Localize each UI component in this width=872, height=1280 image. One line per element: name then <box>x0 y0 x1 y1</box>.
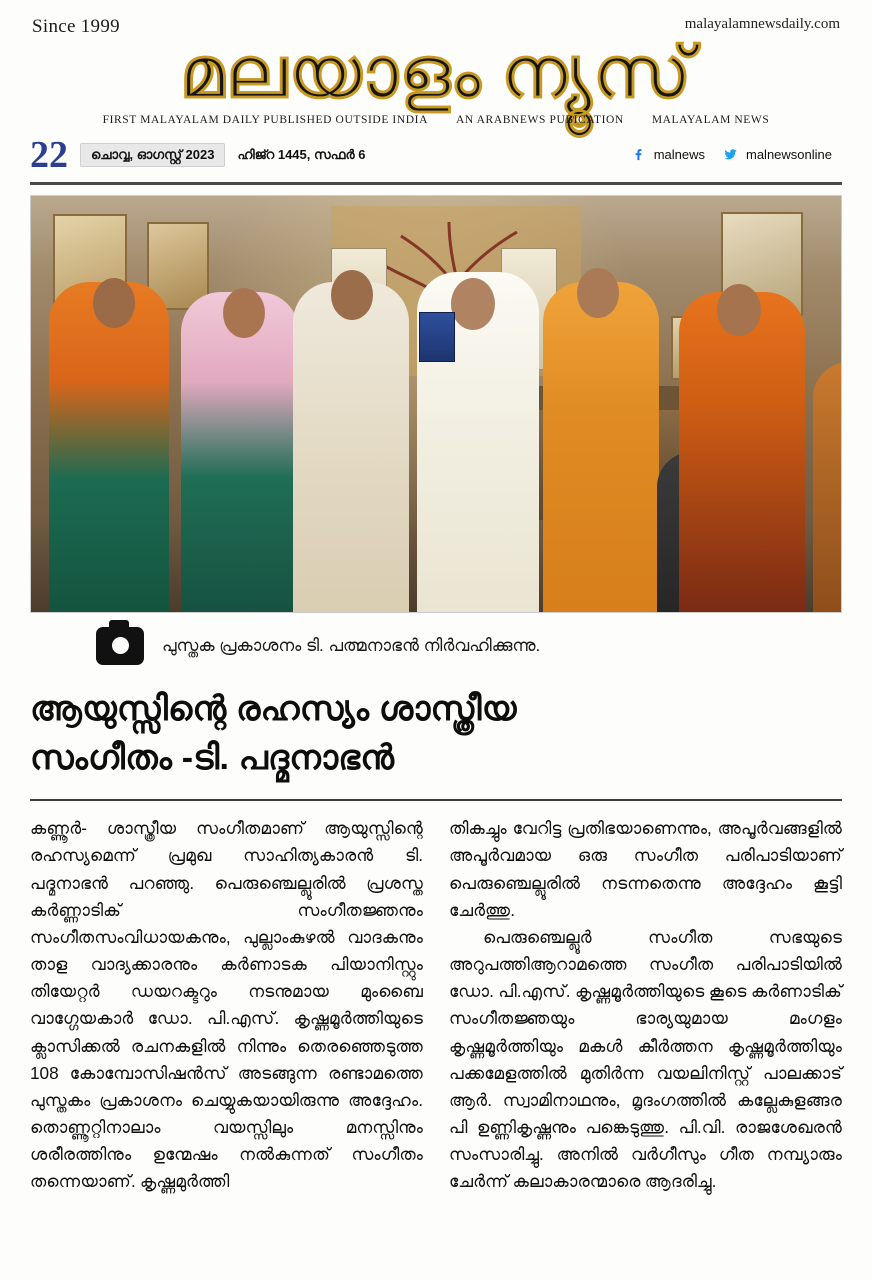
issue-date-label: ചൊവ്വ, ഓഗസ്റ്റ് 2023 <box>80 143 225 167</box>
person-2 <box>181 292 299 612</box>
website-url[interactable]: malayalamnewsdaily.com <box>684 16 840 32</box>
masthead-title: മലയാളം ന്യൂസ് <box>179 33 693 113</box>
facebook-handle[interactable]: malnews <box>653 147 705 163</box>
paragraph: കണ്ണൂർ- ശാസ്ത്രീയ സംഗീതമാണ് ആയുസ്സിന്റെ രഹസ്യമെന്ന് പ്രമുഖ സാഹിത്യകാരൻ ടി. പദ്മനാഭൻ പറഞ്ഞു. പെരുഞ്ചെല്ലൂരിൽ പ്രശസ്ത കർണ്ണാടിക് സംഗീതജ്ഞനും സംഗീതസംവിധായകനും, പുല്ലാംകുഴൽ വാദകനും താള വാദ്യക്കാരനും കർണാടക പിയാനിസ്റ്റും തിയേറ്റർ ഡയറക്ടറും നടനുമായ മുംബൈ വാഗ്ഗേയകാർ ഡോ. പി.എസ്. കൃഷ്ണമൂർത്തിയുടെ ക്ലാസിക്കൽ രചനകളിൽ നിന്നും തെരഞ്ഞെടുത്ത 108 കോമ്പോസിഷൻസ് അടങ്ങുന്ന രണ്ടാമത്തെ പുസ്തകം പ്രകാശനം ചെയ്യുകയായിരുന്നു അദ്ദേഹം. തൊണ്ണൂറ്റിനാലാം വയസ്സിലും മനസ്സിനും ശരീരത്തിനും ഉന്മേഷം നൽകുന്നത് സംഗീതം തന്നെയാണ്. കൃഷ്ണമുർത്തി <box>30 818 423 1192</box>
paragraph: പെരുഞ്ചെല്ലൂർ സംഗീത സഭയുടെ അറുപത്തിആറാമത്തെ സംഗീത പരിപാടിയിൽ ഡോ. പി.എസ്. കൃഷ്ണമൂർത്തിയുടെ കൂടെ കർണാടിക് സംഗീതജ്ഞയും ഭാര്യയുമായ മംഗളം കൃഷ്ണമൂർത്തിയും മകൾ കീർത്തന കൃഷ്ണമൂർത്തിയും പക്കമേളത്തിൽ മുതിർന്ന വയലിനിസ്റ്റ് പാലക്കാട് ആർ. സ്വാമിനാഥനും, മൃദംഗത്തിൽ കല്ലേകുളങ്ങര പി ഉണ്ണികൃഷ്ണനും പങ്കെടുത്തു. പി.വി. രാജശേഖരൻ സംസാരിച്ചു. അനിൽ വർഗീസും ഗീത നമ്പ്യാരും ചേർന്ന് കലാകാരന്മാരെ ആദരിച്ചു. <box>449 926 842 1192</box>
person-1 <box>49 282 169 612</box>
person-5 <box>543 282 659 612</box>
head-7 <box>717 284 761 336</box>
hijri-date-label: ഹിജ്റ 1445, സഫർ 6 <box>237 146 366 162</box>
person-8 <box>813 362 842 612</box>
date-strip <box>26 133 846 176</box>
article-column-left <box>30 815 423 1195</box>
camera-icon <box>96 627 144 665</box>
masthead-taglines <box>26 114 846 126</box>
head-5 <box>577 268 619 318</box>
masthead-divider <box>30 182 842 185</box>
head-1 <box>93 278 135 328</box>
twitter-icon <box>723 147 738 162</box>
twitter-handle[interactable]: malnewsonline <box>746 147 832 163</box>
facebook-icon <box>631 147 646 162</box>
person-7 <box>679 292 805 612</box>
head-2 <box>223 288 265 338</box>
head-3 <box>331 270 373 320</box>
tagline-left: FIRST MALAYALAM DAILY PUBLISHED OUTSIDE INDIA <box>102 113 428 126</box>
article-column-right <box>449 815 842 1195</box>
head-4 <box>451 278 495 330</box>
released-book <box>419 312 455 362</box>
article-body <box>30 815 842 1195</box>
headline-line-1: ആയുസ്സിന്റെ രഹസ്യം ശാസ്ത്രീയ <box>30 689 517 728</box>
person-3 <box>293 282 409 612</box>
article-photo <box>30 195 842 613</box>
since-label: Since 1999 <box>32 16 120 37</box>
tagline-center: AN ARABNEWS PUBICATION <box>456 113 624 126</box>
photo-caption-row <box>96 627 842 665</box>
tagline-right: MALAYALAM NEWS <box>651 113 770 126</box>
headline-line-2: സംഗീതം -ടി. പദ്മനാഭൻ <box>30 738 395 777</box>
page-title <box>30 685 842 784</box>
headline-divider <box>30 799 842 801</box>
issue-day-number: 22 <box>30 133 68 176</box>
photo-caption: പുസ്തക പ്രകാശനം ടി. പത്മനാഭൻ നിർവഹിക്കുന്നു. <box>162 635 541 655</box>
social-links <box>631 147 842 162</box>
paragraph: തികച്ചും വേറിട്ട പ്രതിഭയാണെന്നും, അപൂർവങ്ങളിൽ അപൂർവമായ ഒരു സംഗീത പരിപാടിയാണ് പെരുഞ്ചെല്ലൂരിൽ നടന്നതെന്നു അദ്ദേഹം കൂട്ടി ചേർത്തു. <box>449 818 842 920</box>
